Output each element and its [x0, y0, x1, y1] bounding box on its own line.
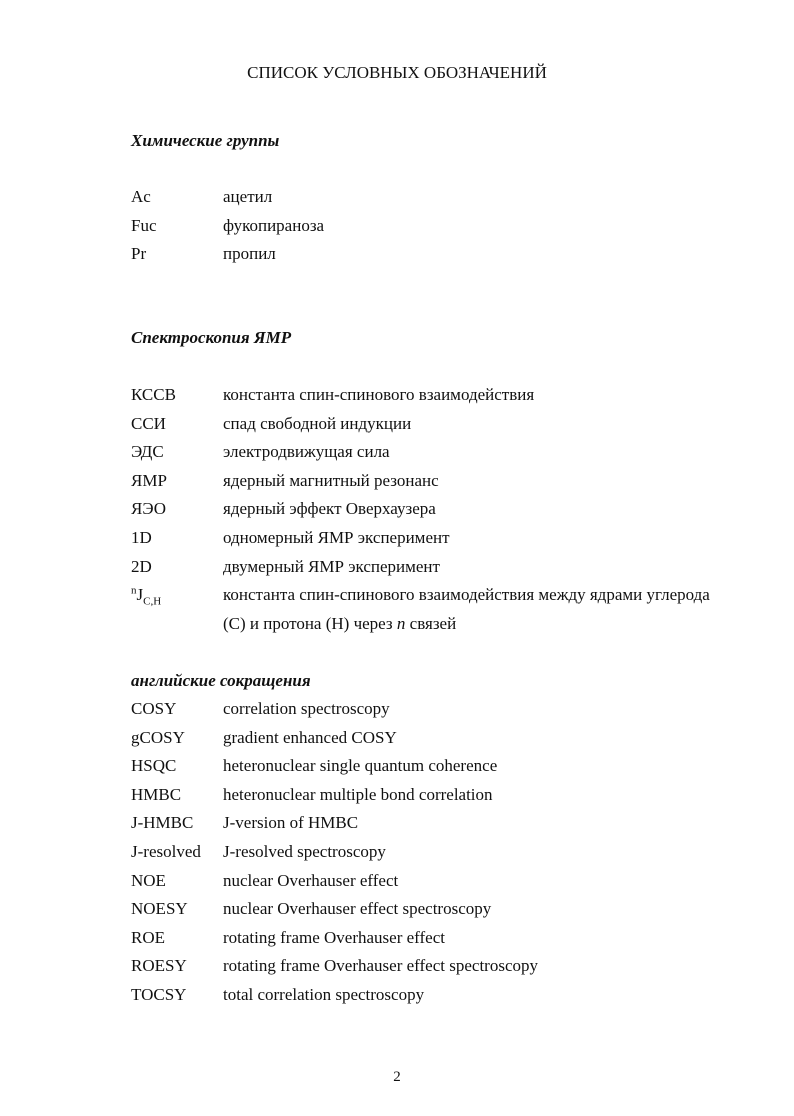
- section-heading-english-abbreviations: английские сокращения: [131, 671, 311, 690]
- list-item-term: J-HMBC: [131, 813, 194, 833]
- term-main: J: [136, 585, 144, 604]
- definition-text: (С) и протона (Н) через: [223, 614, 397, 633]
- section-heading-nmr: Спектроскопия ЯМР: [131, 328, 292, 347]
- list-item-definition: электродвижущая сила: [223, 442, 390, 462]
- list-item-term: ЭДС: [131, 442, 164, 462]
- list-item-term: NOESY: [131, 899, 188, 919]
- list-item-term: 2D: [131, 556, 152, 576]
- list-item-term: Ac: [131, 187, 151, 206]
- list-item-term: COSY: [131, 699, 177, 718]
- list-item-term: gCOSY: [131, 727, 185, 747]
- list-item-term: TOCSY: [131, 985, 187, 1004]
- list-item-term: J-resolved: [131, 842, 201, 861]
- page-title: СПИСОК УСЛОВНЫХ ОБОЗНАЧЕНИЙ: [247, 63, 547, 82]
- list-item-term: ССИ: [131, 413, 166, 433]
- list-item-definition: rotating frame Overhauser effect: [223, 927, 445, 947]
- list-item-definition: одномерный ЯМР эксперимент: [223, 528, 450, 547]
- list-item-definition: J-version of HMBC: [223, 813, 359, 833]
- list-item-definition: двумерный ЯМР эксперимент: [223, 556, 440, 576]
- list-item-term: Pr: [131, 244, 147, 264]
- list-item-definition: correlation spectroscopy: [223, 699, 390, 718]
- definition-italic-n: n: [396, 614, 406, 633]
- term-subscript: C,H: [143, 595, 162, 608]
- list-item-term: HSQC: [131, 756, 177, 776]
- list-item-term: ROE: [131, 927, 165, 947]
- list-item-definition: ядерный магнитный резонанс: [223, 470, 439, 490]
- list-item-definition: J-resolved spectroscopy: [223, 842, 386, 861]
- list-item-definition: ядерный эффект Оверхаузера: [223, 499, 436, 519]
- term-superscript: n: [131, 584, 137, 597]
- list-item-term: ROESY: [131, 956, 187, 976]
- list-item-definition: спад свободной индукции: [223, 413, 412, 433]
- list-item-definition: heteronuclear multiple bond correlation: [223, 784, 493, 804]
- list-item-term: 1D: [131, 528, 152, 547]
- list-item-definition: константа спин-спинового взаимодействия между ядрами углерода: [223, 585, 710, 604]
- list-item-definition: nuclear Overhauser effect spectroscopy: [223, 899, 492, 919]
- list-item-term: NOE: [131, 870, 166, 890]
- list-item-definition: пропил: [223, 244, 276, 264]
- list-item-definition-continued: [223, 614, 456, 634]
- list-item-term-njch: [131, 584, 162, 608]
- page-number: 2: [393, 1069, 401, 1085]
- list-item-term: КССВ: [131, 385, 176, 404]
- list-item-definition: константа спин-спинового взаимодействия: [223, 385, 535, 404]
- list-item-definition: ацетил: [223, 187, 273, 206]
- list-item-definition: gradient enhanced COSY: [223, 727, 397, 747]
- definition-text: связей: [405, 614, 457, 633]
- list-item-definition: total correlation spectroscopy: [223, 985, 425, 1004]
- list-item-definition: heteronuclear single quantum coherence: [223, 756, 498, 776]
- list-item-definition: фукопираноза: [223, 215, 325, 235]
- list-item-term: ЯЭО: [131, 499, 167, 519]
- list-item-term: Fuc: [131, 215, 157, 235]
- section-heading-chemical-groups: Химические группы: [131, 131, 280, 150]
- list-item-definition: rotating frame Overhauser effect spectroscopy: [223, 956, 538, 976]
- list-item-definition: nuclear Overhauser effect: [223, 870, 399, 890]
- list-item-term: HMBC: [131, 784, 182, 804]
- list-item-term: ЯМР: [131, 470, 167, 490]
